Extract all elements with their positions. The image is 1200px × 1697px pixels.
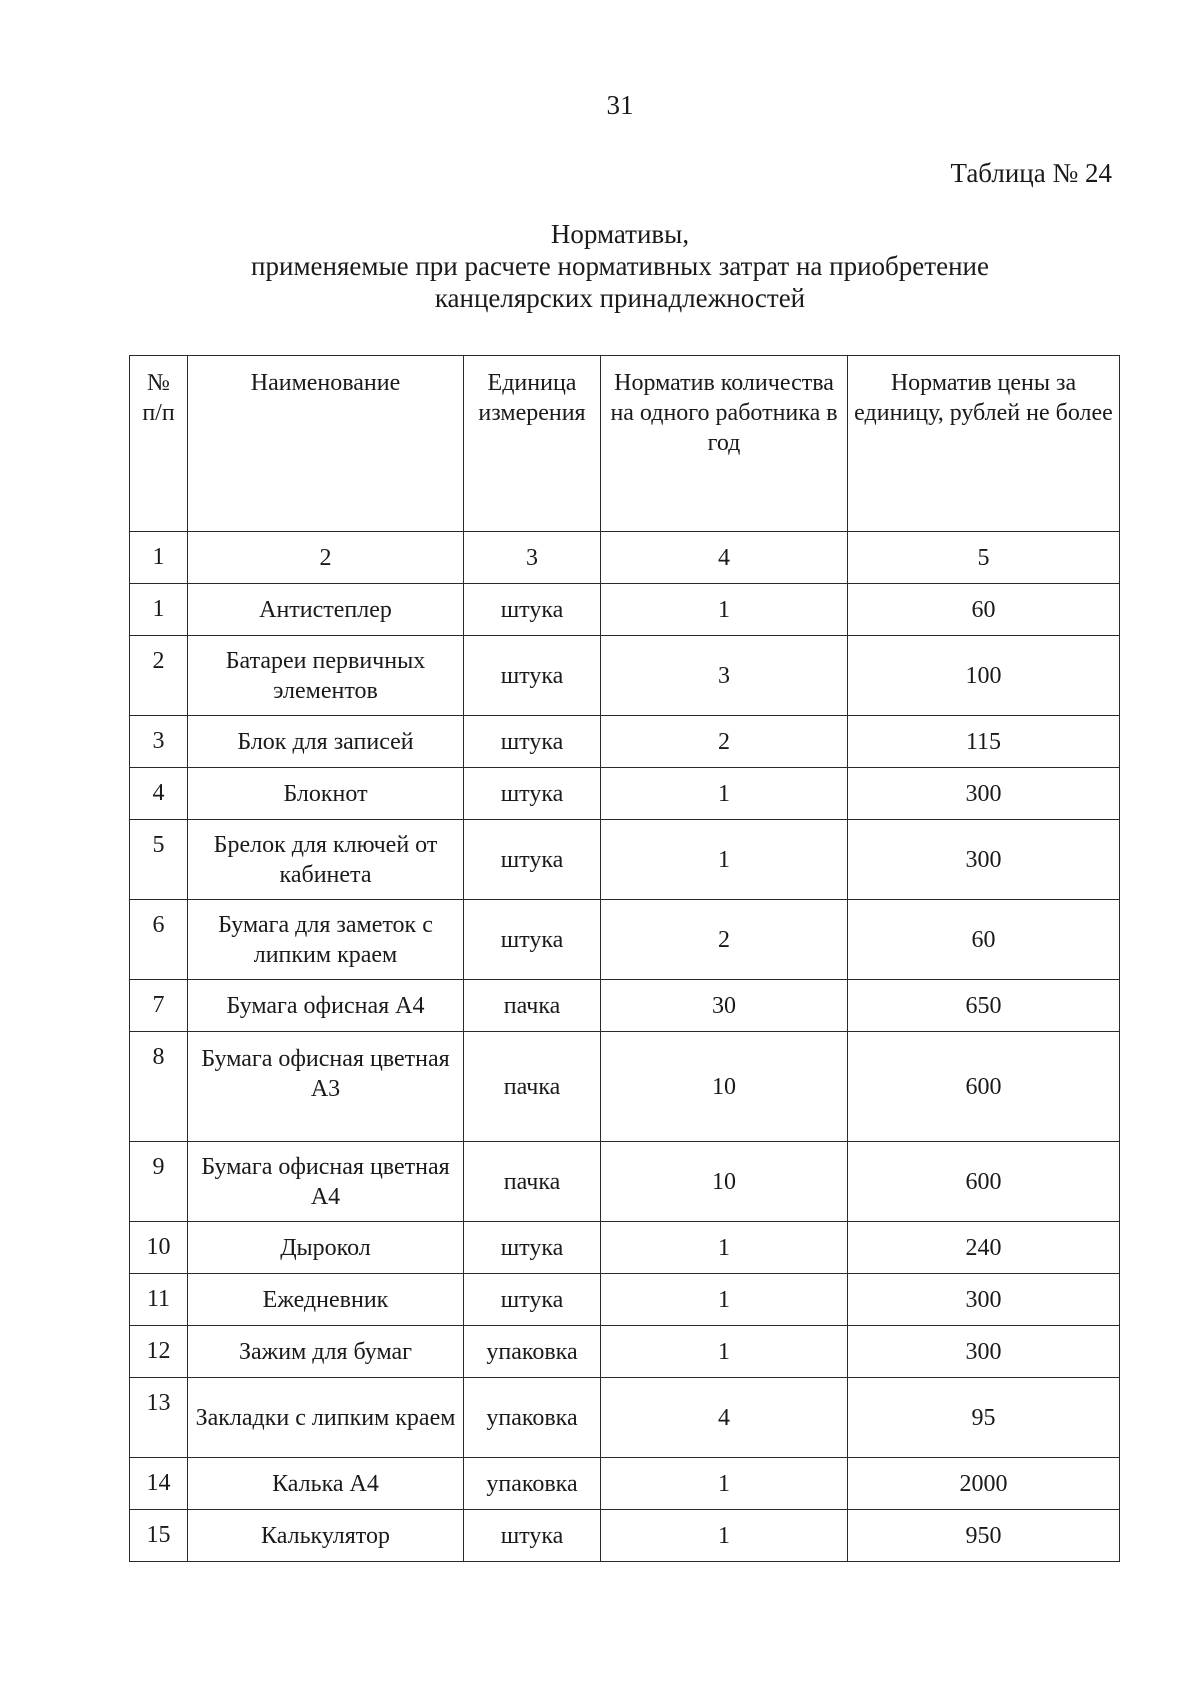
page-number: 31 bbox=[606, 90, 634, 120]
table-row bbox=[130, 1274, 1120, 1326]
table-row bbox=[130, 1458, 1120, 1510]
table-row bbox=[130, 584, 1120, 636]
item-name: Бумага офисная цветная А4 bbox=[188, 1142, 464, 1222]
item-price: 240 bbox=[848, 1222, 1120, 1274]
item-unit: штука bbox=[464, 1274, 601, 1326]
item-unit: штука bbox=[464, 820, 601, 900]
item-quantity: 10 bbox=[601, 1142, 848, 1222]
row-number: 13 bbox=[130, 1378, 188, 1458]
column-index-row bbox=[130, 532, 1120, 584]
document-title bbox=[0, 218, 1200, 314]
item-quantity: 1 bbox=[601, 1458, 848, 1510]
item-name: Бумага для заметок с липким краем bbox=[188, 900, 464, 980]
item-unit: пачка bbox=[464, 1142, 601, 1222]
item-price: 300 bbox=[848, 1326, 1120, 1378]
header-unit: Единица измерения bbox=[464, 356, 601, 532]
item-price: 600 bbox=[848, 1032, 1120, 1142]
item-unit: штука bbox=[464, 584, 601, 636]
item-name: Антистеплер bbox=[188, 584, 464, 636]
row-number: 4 bbox=[130, 768, 188, 820]
item-price: 650 bbox=[848, 980, 1120, 1032]
item-price: 95 bbox=[848, 1378, 1120, 1458]
item-name: Зажим для бумаг bbox=[188, 1326, 464, 1378]
item-unit: штука bbox=[464, 768, 601, 820]
item-quantity: 1 bbox=[601, 820, 848, 900]
item-unit: штука bbox=[464, 1222, 601, 1274]
table-row bbox=[130, 1510, 1120, 1562]
table-row bbox=[130, 1032, 1120, 1142]
table-row bbox=[130, 820, 1120, 900]
item-quantity: 1 bbox=[601, 584, 848, 636]
row-number: 10 bbox=[130, 1222, 188, 1274]
item-name: Дырокол bbox=[188, 1222, 464, 1274]
item-unit: штука bbox=[464, 716, 601, 768]
table-label: Таблица № 24 bbox=[950, 158, 1112, 188]
item-name: Бумага офисная А4 bbox=[188, 980, 464, 1032]
table-row bbox=[130, 716, 1120, 768]
item-unit: пачка bbox=[464, 980, 601, 1032]
item-price: 300 bbox=[848, 768, 1120, 820]
item-unit: пачка bbox=[464, 1032, 601, 1142]
item-quantity: 30 bbox=[601, 980, 848, 1032]
column-index: 5 bbox=[848, 532, 1120, 584]
column-index: 1 bbox=[130, 532, 188, 584]
table-header-row bbox=[130, 356, 1120, 532]
header-price-norm: Норматив цены за единицу, рублей не более bbox=[848, 356, 1120, 532]
row-number: 7 bbox=[130, 980, 188, 1032]
row-number: 11 bbox=[130, 1274, 188, 1326]
table-row bbox=[130, 980, 1120, 1032]
header-number: № п/п bbox=[130, 356, 188, 532]
row-number: 14 bbox=[130, 1458, 188, 1510]
item-name: Брелок для ключей от кабинета bbox=[188, 820, 464, 900]
item-price: 2000 bbox=[848, 1458, 1120, 1510]
header-name: Наименование bbox=[188, 356, 464, 532]
item-price: 300 bbox=[848, 820, 1120, 900]
item-quantity: 2 bbox=[601, 716, 848, 768]
item-quantity: 4 bbox=[601, 1378, 848, 1458]
item-name: Блок для записей bbox=[188, 716, 464, 768]
item-quantity: 2 bbox=[601, 900, 848, 980]
row-number: 3 bbox=[130, 716, 188, 768]
item-name: Блокнот bbox=[188, 768, 464, 820]
item-quantity: 1 bbox=[601, 1274, 848, 1326]
item-price: 115 bbox=[848, 716, 1120, 768]
column-index: 2 bbox=[188, 532, 464, 584]
item-quantity: 1 bbox=[601, 768, 848, 820]
item-unit: упаковка bbox=[464, 1378, 601, 1458]
table-row bbox=[130, 768, 1120, 820]
table-row bbox=[130, 1378, 1120, 1458]
item-unit: упаковка bbox=[464, 1458, 601, 1510]
item-quantity: 1 bbox=[601, 1326, 848, 1378]
item-quantity: 1 bbox=[601, 1510, 848, 1562]
table-row bbox=[130, 636, 1120, 716]
header-quantity-norm: Норматив количества на одного работника в год bbox=[601, 356, 848, 532]
title-line-3: канцелярских принадлежностей bbox=[434, 283, 806, 313]
item-quantity: 3 bbox=[601, 636, 848, 716]
item-price: 950 bbox=[848, 1510, 1120, 1562]
row-number: 1 bbox=[130, 584, 188, 636]
item-name: Калькулятор bbox=[188, 1510, 464, 1562]
item-name: Бумага офисная цветная А3 bbox=[188, 1032, 464, 1142]
row-number: 2 bbox=[130, 636, 188, 716]
row-number: 12 bbox=[130, 1326, 188, 1378]
item-price: 300 bbox=[848, 1274, 1120, 1326]
row-number: 6 bbox=[130, 900, 188, 980]
table-row bbox=[130, 1222, 1120, 1274]
row-number: 8 bbox=[130, 1032, 188, 1142]
item-name: Ежедневник bbox=[188, 1274, 464, 1326]
item-price: 600 bbox=[848, 1142, 1120, 1222]
item-name: Батареи первичных элементов bbox=[188, 636, 464, 716]
row-number: 15 bbox=[130, 1510, 188, 1562]
table-row bbox=[130, 1142, 1120, 1222]
column-index: 3 bbox=[464, 532, 601, 584]
item-name: Калька А4 bbox=[188, 1458, 464, 1510]
item-price: 60 bbox=[848, 900, 1120, 980]
row-number: 5 bbox=[130, 820, 188, 900]
item-price: 100 bbox=[848, 636, 1120, 716]
table-row bbox=[130, 1326, 1120, 1378]
column-index: 4 bbox=[601, 532, 848, 584]
title-line-1: Нормативы, bbox=[550, 219, 690, 249]
item-name: Закладки с липким краем bbox=[188, 1378, 464, 1458]
item-unit: штука bbox=[464, 636, 601, 716]
title-line-2: применяемые при расчете нормативных затрат на приобретение bbox=[251, 251, 989, 281]
item-unit: упаковка bbox=[464, 1326, 601, 1378]
item-price: 60 bbox=[848, 584, 1120, 636]
norms-table bbox=[129, 355, 1120, 1562]
item-quantity: 1 bbox=[601, 1222, 848, 1274]
table-row bbox=[130, 900, 1120, 980]
item-quantity: 10 bbox=[601, 1032, 848, 1142]
item-unit: штука bbox=[464, 900, 601, 980]
item-unit: штука bbox=[464, 1510, 601, 1562]
row-number: 9 bbox=[130, 1142, 188, 1222]
